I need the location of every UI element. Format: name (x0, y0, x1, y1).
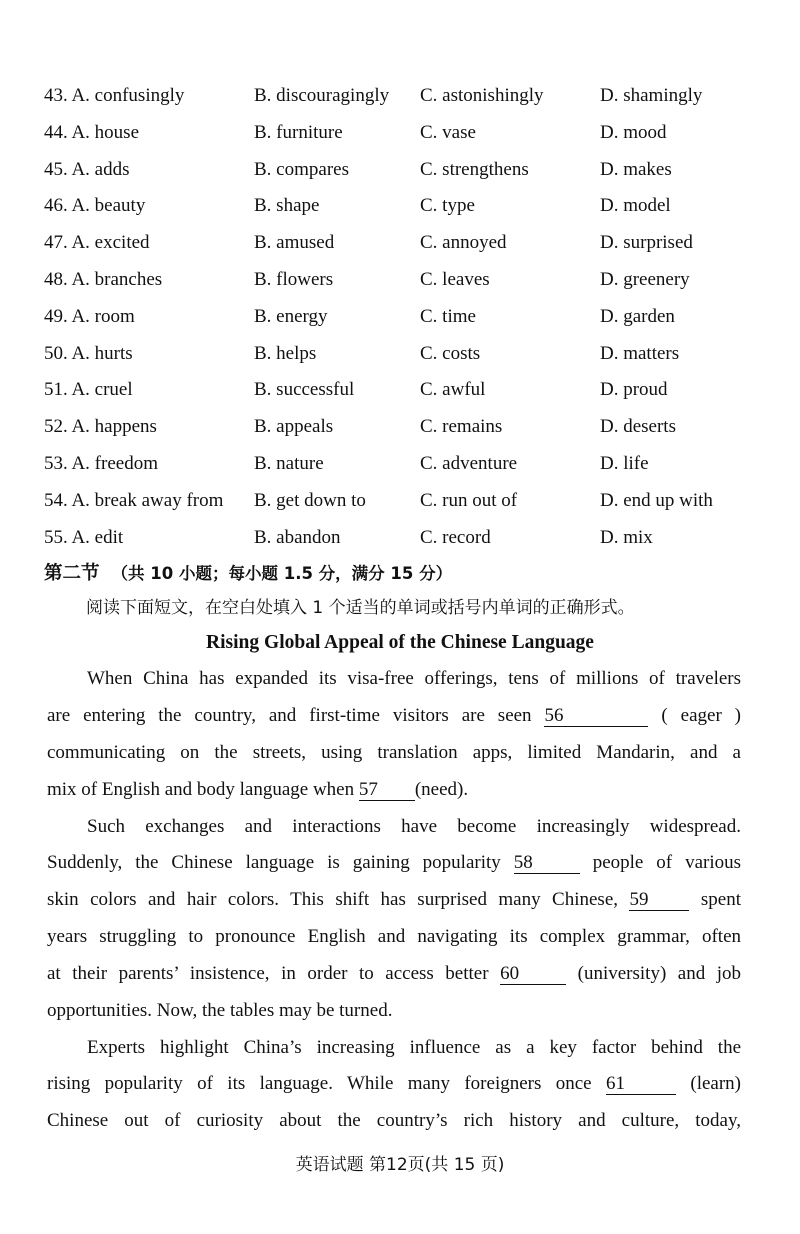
option-row-52 (44, 409, 764, 446)
option-row-45 (44, 152, 764, 189)
passage-line: Chinese out of curiosity about the country’s rich history and culture, today, (47, 1110, 741, 1131)
option-d: D. proud (600, 379, 668, 401)
option-row-47 (44, 225, 764, 262)
option-d: D. life (600, 452, 649, 474)
option-row-51 (44, 372, 764, 409)
option-c: C. time (420, 305, 476, 327)
option-row-49 (44, 299, 764, 336)
option-row-54 (44, 483, 764, 520)
option-a: 46. A. beauty (44, 195, 146, 217)
option-a: 43. A. confusingly (44, 85, 185, 106)
option-a: 49. A. room (44, 305, 135, 327)
option-a: 52. A. happens (44, 416, 157, 438)
section-heading (44, 559, 452, 585)
passage-line: Suddenly, the Chinese language is gaining popularity 58 people of various (47, 852, 741, 873)
passage-line: When China has expanded its visa-free offerings, tens of millions of travelers (87, 668, 741, 689)
option-row-44 (44, 115, 764, 152)
page-footer: 英语试题 第12页(共 15 页) (295, 1155, 505, 1175)
option-d: D. matters (600, 342, 680, 364)
blank-61: 61 (606, 1074, 676, 1095)
passage-line: years struggling to pronounce English and navigating its complex grammar, often (47, 926, 741, 947)
option-b: B. abandon (254, 526, 341, 548)
passage-line: Experts highlight China’s increasing influence as a key factor behind the (87, 1037, 741, 1058)
passage-line: communicating on the streets, using translation apps, limited Mandarin, and a (47, 742, 741, 763)
option-c: C. type (420, 195, 475, 217)
option-row-46 (44, 188, 764, 225)
option-a: 55. A. edit (44, 526, 124, 548)
option-d: D. mix (600, 526, 653, 548)
passage-title: Rising Global Appeal of the Chinese Language (206, 632, 594, 653)
option-c: C. record (420, 526, 491, 548)
option-b: B. shape (254, 195, 320, 217)
option-b: B. discouragingly (254, 85, 390, 106)
passage-line: mix of English and body language when 57 (need). (47, 779, 469, 800)
section-instruction: 阅读下面短文，在空白处填入 1 个适当的单词或括号内单词的正确形式。 (86, 598, 635, 618)
option-a: 50. A. hurts (44, 342, 133, 364)
passage-line: skin colors and hair colors. This shift has surprised many Chinese, 59 spent (47, 889, 741, 910)
option-d: D. model (600, 195, 671, 217)
option-b: B. successful (254, 379, 355, 401)
option-row-53 (44, 446, 764, 483)
option-d: D. mood (600, 121, 667, 143)
option-c: C. vase (420, 121, 476, 143)
passage-line: Such exchanges and interactions have become increasingly widespread. (87, 816, 741, 837)
option-a: 51. A. cruel (44, 379, 133, 401)
option-a: 47. A. excited (44, 232, 150, 254)
option-row-50 (44, 336, 764, 373)
option-c: C. annoyed (420, 232, 507, 254)
option-c: C. strengthens (420, 158, 529, 180)
option-d: D. deserts (600, 416, 676, 438)
option-d: D. end up with (600, 489, 713, 511)
option-a: 45. A. adds (44, 158, 130, 180)
option-a: 53. A. freedom (44, 452, 158, 474)
option-b: B. get down to (254, 489, 366, 511)
option-d: D. greenery (600, 268, 690, 290)
blank-59: 59 (629, 890, 689, 911)
option-c: C. astonishingly (420, 85, 544, 106)
option-row-55 (44, 520, 764, 557)
option-d: D. garden (600, 305, 675, 327)
option-c: C. remains (420, 416, 503, 438)
passage-line: rising popularity of its language. While many foreigners once 61 (learn) (47, 1073, 742, 1094)
passage-line: opportunities. Now, the tables may be turned. (47, 1000, 393, 1021)
option-c: C. costs (420, 342, 481, 364)
section-title: 第二节 (44, 563, 100, 584)
blank-56: 56 (544, 706, 648, 727)
option-c: C. awful (420, 379, 486, 401)
option-b: B. appeals (254, 416, 334, 438)
passage-line: are entering the country, and first-time visitors are seen 56 ( eager ) (47, 705, 742, 726)
blank-58: 58 (514, 853, 580, 874)
blank-57: 57 (359, 780, 415, 801)
option-a: 44. A. house (44, 121, 139, 143)
option-b: B. nature (254, 452, 324, 474)
option-a: 48. A. branches (44, 268, 163, 290)
option-c: C. adventure (420, 452, 518, 474)
passage-line: at their parents’ insistence, in order to access better 60 (university) and job (47, 963, 742, 984)
option-c: C. run out of (420, 489, 518, 511)
option-d: D. surprised (600, 232, 693, 254)
option-b: B. energy (254, 305, 328, 327)
blank-60: 60 (500, 964, 566, 985)
option-d: D. makes (600, 158, 672, 180)
options-table (44, 78, 764, 556)
option-d: D. shamingly (600, 85, 703, 106)
option-b: B. helps (254, 342, 317, 364)
option-c: C. leaves (420, 268, 490, 290)
option-row-43 (44, 78, 764, 115)
option-b: B. amused (254, 232, 335, 254)
option-row-48 (44, 262, 764, 299)
option-b: B. furniture (254, 121, 343, 143)
option-b: B. compares (254, 158, 349, 180)
section-detail: （共 10 小题；每小题 1.5 分，满分 15 分） (111, 564, 453, 583)
option-a: 54. A. break away from (44, 489, 224, 511)
option-b: B. flowers (254, 268, 334, 290)
